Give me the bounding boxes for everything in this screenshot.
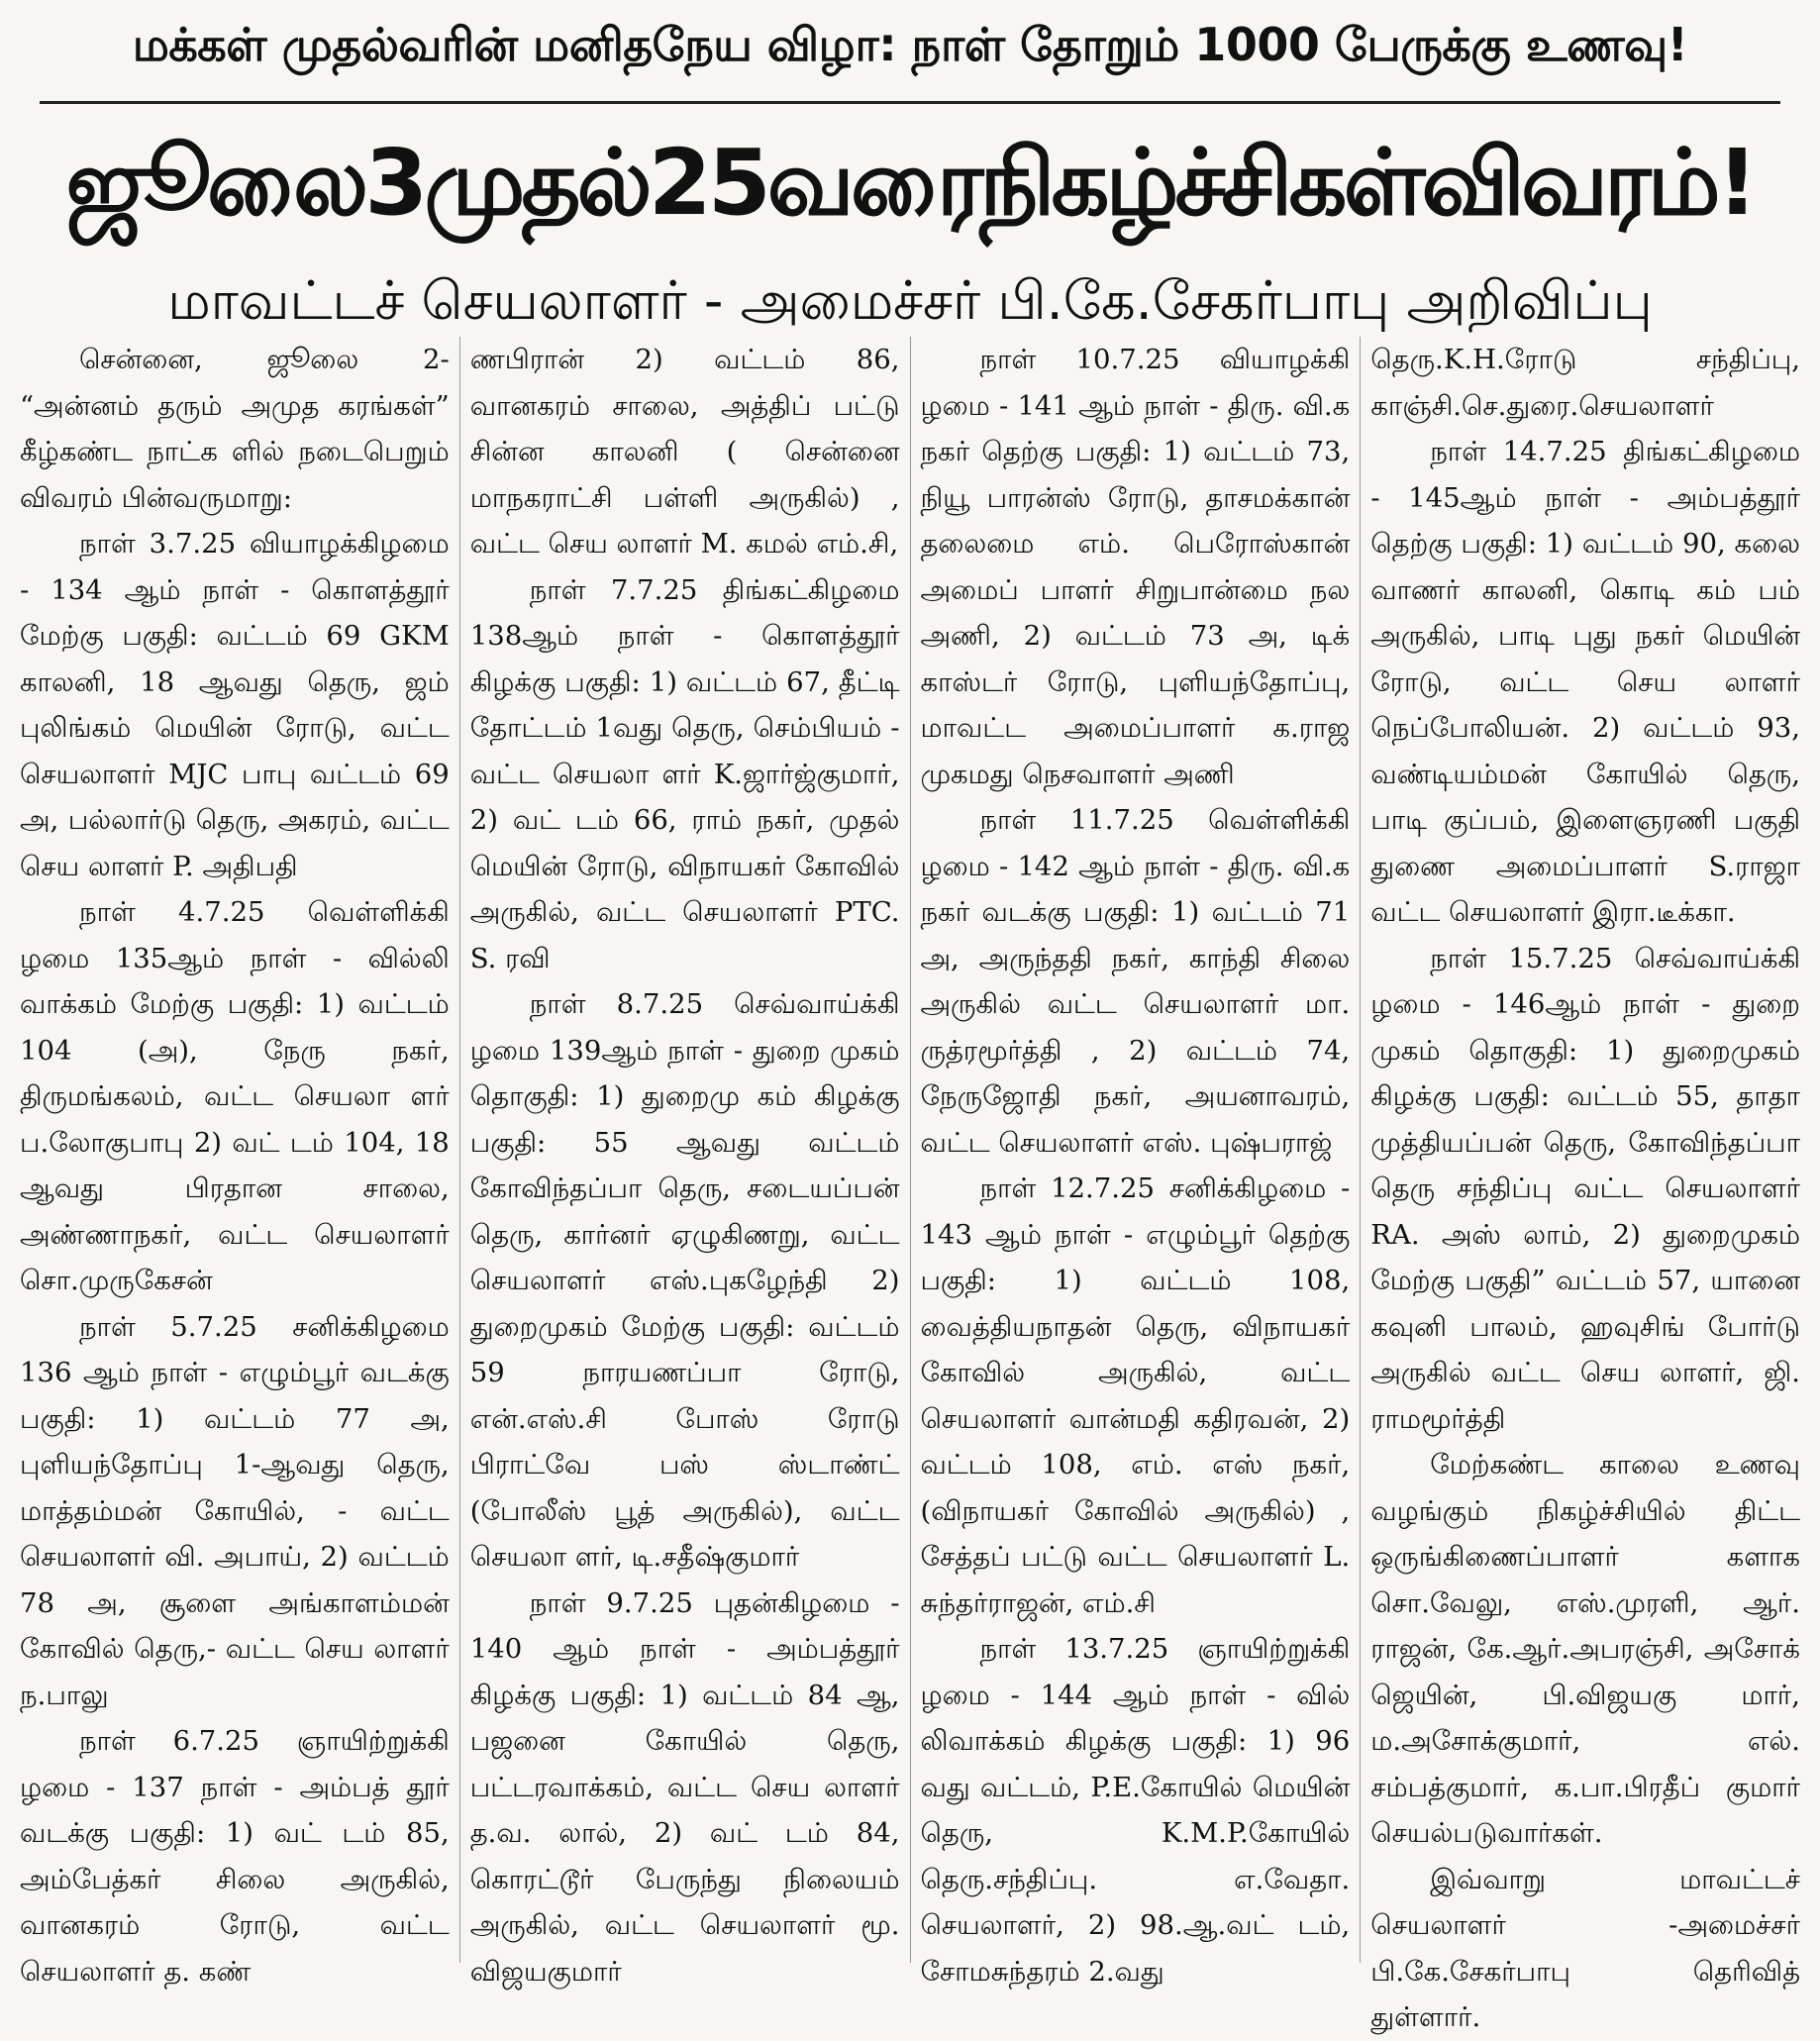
paragraph: நாள் 5.7.25 சனிக்கிழமை 136 ஆம் நாள் - எழும்பூர் வடக்கு பகுதி: 1) வட்டம் 77 அ, புளியந்தோப்பு 1-ஆவது தெரு, மாத்தம்மன் கோயில், - வட்ட செயலாளர் வி. அபாய், 2) வட்டம் 78 அ, சூளை அங்காளம்மன் கோவில் தெரு,- வட்ட செய லாளர் ந.பாலு (20, 1310, 450, 1711)
paragraph: சென்னை, ஜூலை 2- “அன்னம் தரும் அமுத கரங்கள்” கீழ்கண்ட நாட்க ளில் நடைபெறும் விவரம் பின்வருமாறு: (20, 344, 450, 514)
sub-headline: மாவட்டச் செயலாளர் - அமைச்சர் பி.கே.சேகர்பாபு அறிவிப்பு (167, 268, 1653, 332)
paragraph: தெரு.K.H.ரோடு சந்திப்பு, காஞ்சி.செ.துரை.செயலாளர் (1370, 344, 1800, 422)
paragraph: நாள் 8.7.25 செவ்வாய்க்கி ழமை 139ஆம் நாள் - துறை முகம் தொகுதி: 1) துறைமு கம் கிழக்கு பகுதி: 55 ஆவது வட்டம் கோவிந்தப்பா தெரு, சடையப்பன் தெரு, கார்னர் ஏழுகிணறு, வட்ட செயலாளர் எஸ்.புகழேந்தி 2) துறைமுகம் மேற்கு பகுதி: வட்டம் 59 நாரயணப்பா ரோடு, என்.எஸ்.சி போஸ் ரோடு பிராட்வே பஸ் ஸ்டாண்ட் (போலீஸ் பூத் அருகில்), வட்ட செயலா ளர், டி.சதீஷ்குமார் (469, 988, 900, 1573)
article-column-3 (911, 337, 1362, 1988)
paragraph: நாள் 12.7.25 சனிக்கிழமை - 143 ஆம் நாள் - எழும்பூர் தெற்கு பகுதி: 1) வட்டம் 108, வைத்தியநாதன் தெரு, விநாயகர் கோவில் அருகில், வட்ட செயலாளர் வான்மதி கதிரவன், 2) வட்டம் 108, எம். எஸ் நகர், (விநாயகர் கோவில் அருகில்) , சேத்தப் பட்டு வட்ட செயலாளர் L. சுந்தர்ராஜன், எம்.சி (920, 1173, 1351, 1619)
article-body (10, 337, 1810, 2033)
main-headline: ஜூலை3முதல்25வரைநிகழ்ச்சிகள்விவரம்! (65, 130, 1755, 236)
article-column-4 (1361, 337, 1810, 2033)
paragraph: நாள் 10.7.25 வியாழக்கி ழமை - 141 ஆம் நாள் - திரு. வி.க நகர் தெற்கு பகுதி: 1) வட்டம் 73, நியூ பாரன்ஸ் ரோடு, தாசமக்கான் தலைமை எம். பெரோஸ்கான் அமைப் பாளர் சிறுபான்மை நல அணி, 2) வட்டம் 73 அ, டிக் காஸ்டர் ரோடு, புளியந்தோப்பு, மாவட்ட அமைப்பாளர் க.ராஜ முகமது நெசவாளர் அணி (920, 344, 1351, 790)
paragraph: நாள் 13.7.25 ஞாயிற்றுக்கி ழமை - 144 ஆம் நாள் - வில் லிவாக்கம் கிழக்கு பகுதி: 1) 96 வது வட்டம், P.E.கோயில் மெயின் தெரு, K.M.P.கோயில் தெரு.சந்திப்பு. எ.வேதா. செயலாளர், 2) 98.ஆ.வட் டம், சோமசுந்தரம் 2.வது (920, 1633, 1351, 1988)
paragraph: நாள் 14.7.25 திங்கட்கிழமை - 145ஆம் நாள் - அம்பத்தூர் தெற்கு பகுதி: 1) வட்டம் 90, கலை வாணர் காலனி, கொடி கம் பம் அருகில், பாடி புது நகர் மெயின் ரோடு, வட்ட செய லாளர் நெப்போலியன். 2) வட்டம் 93, வண்டியம்மன் கோயில் தெரு, பாடி குப்பம், இளைஞரணி பகுதி துணை அமைப்பாளர் S.ராஜா வட்ட செயலாளர் இரா.டீக்கா. (1370, 436, 1800, 928)
kicker-headline: மக்கள் முதல்வரின் மனிதநேய விழா: நாள் தோறும் 1000 பேருக்கு உணவு! (132, 17, 1688, 71)
paragraph: நாள் 9.7.25 புதன்கிழமை - 140 ஆம் நாள் - அம்பத்தூர் கிழக்கு பகுதி: 1) வட்டம் 84 ஆ, பஜனை கோயில் தெரு, பட்டரவாக்கம், வட்ட செய லாளர் த.வ. லால், 2) வட் டம் 84, கொரட்டூர் பேருந்து நிலையம் அருகில், வட்ட செயலாளர் மூ. விஜயகுமார் (469, 1586, 900, 1988)
paragraph: நாள் 7.7.25 திங்கட்கிழமை 138ஆம் நாள் - கொளத்தூர் கிழக்கு பகுதி: 1) வட்டம் 67, தீட்டி தோட்டம் 1வது தெரு, செம்பியம் - வட்ட செயலா ளர் K.ஜார்ஜ்குமார், 2) வட் டம் 66, ராம் நகர், முதல் மெயின் ரோடு, விநாயகர் கோவில் அருகில், வட்ட செயலாளர் PTC. S. ரவி (469, 573, 900, 974)
paragraph: நாள் 6.7.25 ஞாயிற்றுக்கி ழமை - 137 நாள் - அம்பத் தூர் வடக்கு பகுதி: 1) வட் டம் 85, அம்பேத்கர் சிலை அருகில், வானகரம் ரோடு, வட்ட செயலாளர் த. கண் (20, 1725, 450, 1988)
paragraph: நாள் 4.7.25 வெள்ளிக்கி ழமை 135ஆம் நாள் - வில்லி வாக்கம் மேற்கு பகுதி: 1) வட்டம் 104 (அ), நேரு நகர், திருமங்கலம், வட்ட செயலா ளர் ப.லோகுபாபு 2) வட் டம் 104, 18 ஆவது பிரதான சாலை, அண்ணாநகர், வட்ட செயலாளர் சொ.முருகேசன் (20, 896, 450, 1296)
article-column-1 (10, 337, 460, 1988)
paragraph: இவ்வாறு மாவட்டச் செயலாளர் -அமைச்சர் பி.கே.சேகர்பாபு தெரிவித் துள்ளார். (1370, 1863, 1800, 2033)
paragraph: மேற்கண்ட காலை உணவு வழங்கும் நிகழ்ச்சியில் திட்ட ஒருங்கிணைப்பாளர் களாக சொ.வேலு, எஸ்.முரளி, ஆர். ராஜன், கே.ஆர்.அபரஞ்சி, அசோக் ஜெயின், பி.விஜயகு மார், ம.அசோக்குமார், எல். சம்பத்குமார், க.பா.பிரதீப் குமார் செயல்படுவார்கள். (1370, 1449, 1800, 1849)
paragraph: நாள் 11.7.25 வெள்ளிக்கி ழமை - 142 ஆம் நாள் - திரு. வி.க நகர் வடக்கு பகுதி: 1) வட்டம் 71 அ, அருந்ததி நகர், காந்தி சிலை அருகில் வட்ட செயலாளர் மா. ருத்ரமூர்த்தி , 2) வட்டம் 74, நேருஜோதி நகர், அயனாவரம், வட்ட செயலாளர் எஸ். புஷ்பராஜ் (920, 804, 1351, 1159)
paragraph: நாள் 15.7.25 செவ்வாய்க்கி ழமை - 146ஆம் நாள் - துறை முகம் தொகுதி: 1) துறைமுகம் கிழக்கு பகுதி: வட்டம் 55, தாதா முத்தியப்பன் தெரு, கோவிந்தப்பா தெரு சந்திப்பு வட்ட செயலாளர் RA. அஸ் லாம், 2) துறைமுகம் மேற்கு பகுதி” வட்டம் 57, யானை கவுனி பாலம், ஹவுசிங் போர்டு அருகில் வட்ட செய லாளர், ஜி. ராமமூர்த்தி (1370, 942, 1800, 1435)
article-column-2 (460, 337, 911, 1988)
paragraph: நாள் 3.7.25 வியாழக்கிழமை - 134 ஆம் நாள் - கொளத்தூர் மேற்கு பகுதி: வட்டம் 69 GKM காலனி, 18 ஆவது தெரு, ஜம் புலிங்கம் மெயின் ரோடு, வட்ட செயலாளர் MJC பாபு வட்டம் 69 அ, பல்லார்டு தெரு, அகரம், வட்ட செய லாளர் P. அதிபதி (20, 528, 450, 882)
paragraph: ணபிரான் 2) வட்டம் 86, வானகரம் சாலை, அத்திப் பட்டு சின்ன காலனி ( சென்னை மாநகராட்சி பள்ளி அருகில்) , வட்ட செய லாளர் M. கமல் எம்.சி, (469, 344, 900, 560)
